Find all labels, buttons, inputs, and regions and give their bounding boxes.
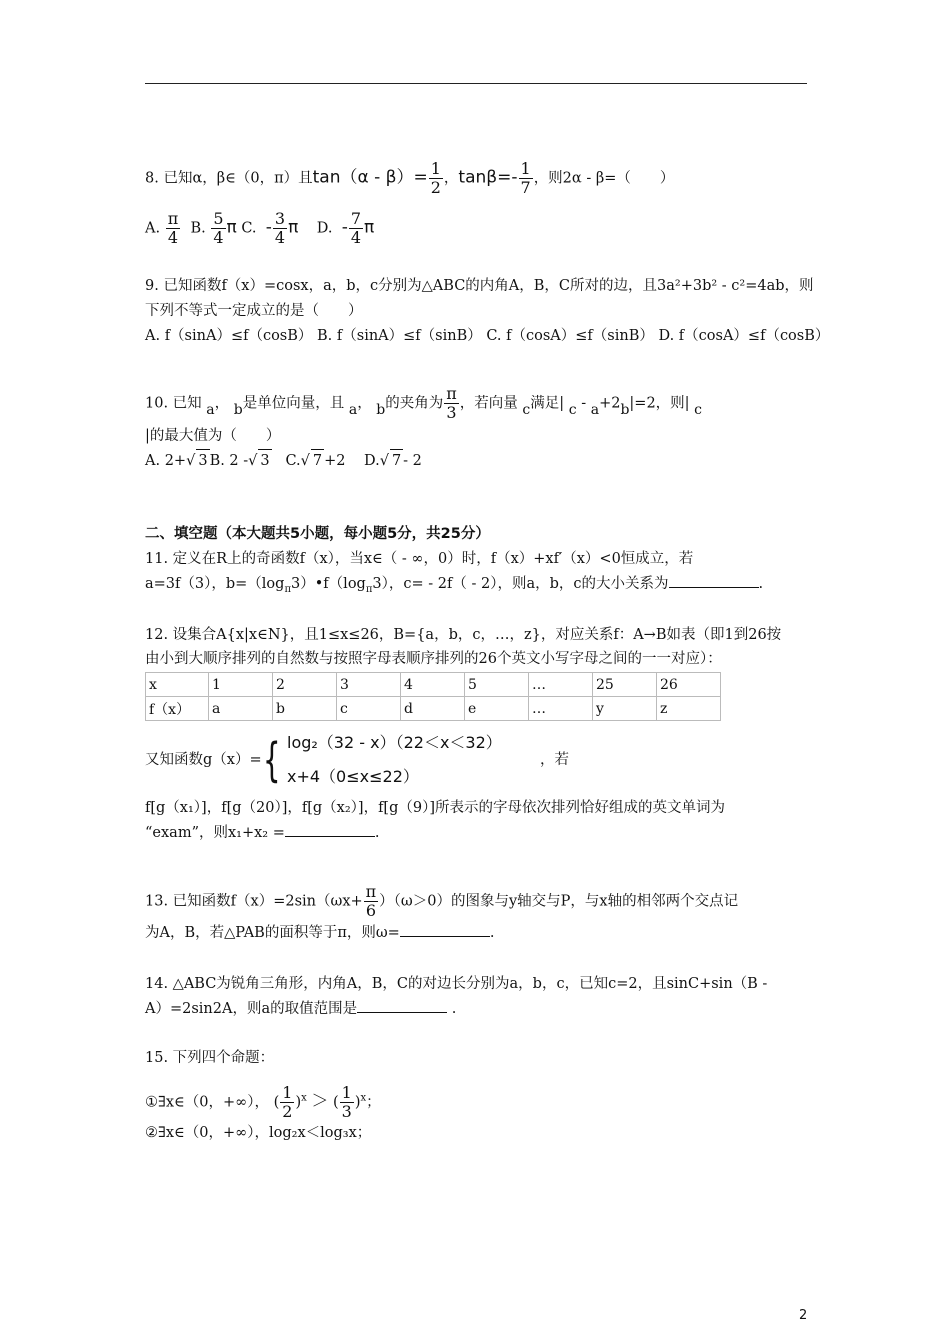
piecewise-brace: { — [263, 733, 281, 787]
q8-option-c-fraction: $\frac{3}{4}$ — [274, 209, 286, 247]
q8-option-b-fraction: $\frac{5}{4}$ — [213, 209, 224, 247]
header-rule — [145, 83, 807, 84]
q13-fraction: $\frac{\pi}{6}$ — [365, 882, 377, 920]
q15-fraction-third: $\frac{1}{3}$ — [341, 1083, 352, 1121]
section2-title: 二、填空题（本大题共5小题，每小题5分，共25分） — [145, 526, 490, 542]
q15-proposition-2: ②∃x∈（0，+∞），log₂x＜log₃x； — [145, 1125, 372, 1141]
table-row: f（x） a b c d e … y z — [146, 697, 721, 721]
q14-line1: 14. △ABC为锐角三角形，内角A，B，C的对边长分别为a，b，c，已知c=2，且sinC+sin（B - — [145, 976, 768, 992]
q15-proposition-1: ①∃x∈（0，+∞）， ( $\frac{1}{2}$ )$^x$ ＞ ( $\frac{1}{3}$ )$^x$； — [145, 1083, 381, 1121]
q13-line2: 为A，B，若△PAB的面积等于π，则ω= . — [145, 922, 494, 944]
q15-fraction-half: $\frac{1}{2}$ — [282, 1083, 293, 1121]
piecewise-case-2: x+4（0≤x≤22） — [287, 767, 419, 786]
q13-answer-blank[interactable] — [400, 922, 490, 937]
q8-fraction-2: $\frac{1}{7}$ — [520, 159, 531, 197]
piecewise-case-1: log₂（32 - x）（22＜x＜32） — [287, 733, 502, 752]
q12-line2: 由小到大顺序排列的自然数与按照字母表顺序排列的26个英文小写字母之间的一一对应）： — [145, 651, 722, 667]
q12-ruo: ，若 — [540, 752, 569, 768]
q15-line1: 15. 下列四个命题： — [145, 1050, 275, 1066]
mapping-table — [145, 672, 721, 721]
q12-g-label: 又知函数g（x）= — [145, 752, 262, 768]
q10-line2: |的最大值为（ ） — [145, 428, 281, 444]
q12-line4: f[g（x₁）]，f[g（20）]，f[g（x₂）]，f[g（9）]所表示的字母依次排列恰好组成的英文单词为 — [145, 800, 726, 816]
q10-fraction: $\frac{\pi}{3}$ — [446, 384, 457, 422]
q10-options: A. 2+√ 3 B. 2 -√ 3 C.√ 7 +2 D.√ 7 - 2 — [145, 449, 422, 472]
q9-line2: 下列不等式一定成立的是（ ） — [145, 303, 363, 319]
q12-line1: 12. 设集合A{x|x∈N}，且1≤x≤26，B={a，b，c，…，z}，对应关系f：A→B如表（即1到26按 — [145, 627, 782, 643]
q13-line1: 13. 已知函数f（x）=2sin（ωx+ $\frac{\pi}{6}$ ）（ω＞0）的图象与y轴交与P，与x轴的相邻两个交点记 — [145, 882, 739, 920]
q8-fraction-1: $\frac{1}{2}$ — [430, 159, 441, 197]
q10-stem: 10. 已知 a， b是单位向量，且 a， b的夹角为 $\frac{\pi}{3}$ ，若向量 c满足| c - a+2b|=2，则| c — [145, 384, 703, 422]
q12-line5: “exam”，则x₁+x₂ = . — [145, 822, 379, 844]
q8-option-a-fraction: $\frac{\pi}{4}$ — [167, 209, 179, 247]
q11-answer-blank[interactable] — [669, 573, 759, 588]
q9-line1: 9. 已知函数f（x）=cosx，a，b，c分别为△ABC的内角A，B，C所对的边，且3a²+3b² - c²=4ab，则 — [145, 278, 814, 294]
page-number: 2 — [799, 1308, 808, 1323]
q8-option-d-fraction: $\frac{7}{4}$ — [350, 209, 362, 247]
q11-line2: a=3f（3），$b=(\log_\pi 3)•f(\log_\pi 3)$，c= - 2f（ - 2），则a，b，c的大小关系为 . — [145, 573, 763, 601]
q11-line1: 11. 定义在R上的奇函数f（x），当x∈（ - ∞，0）时，f（x）+xf′（x）<0恒成立，若 — [145, 551, 694, 567]
q14-line2: A）=2sin2A，则a的取值范围是 . — [145, 998, 456, 1020]
table-row: x 1 2 3 4 5 … 25 26 — [146, 673, 721, 697]
q14-answer-blank[interactable] — [357, 998, 447, 1013]
q8-options: A. $\frac{\pi}{4}$ B. $\frac{5}{4}$ π C. - $\frac{3}{4}$ π D. - $\frac{7}{4}$ π — [145, 209, 375, 247]
q9-options: A. f（sinA）≤f（cosB） B. f（sinA）≤f（sinB） C. f（cosA）≤f（sinB） D. f（cosA）≤f（cosB） — [145, 328, 830, 344]
q12-answer-blank[interactable] — [285, 822, 375, 837]
q8-stem: 8. 已知α，β∈（0，π）且tan（α - β）= $\frac{1}{2}$ ，tanβ=- $\frac{1}{7}$ ，则2α - β=（ ） — [145, 159, 675, 197]
